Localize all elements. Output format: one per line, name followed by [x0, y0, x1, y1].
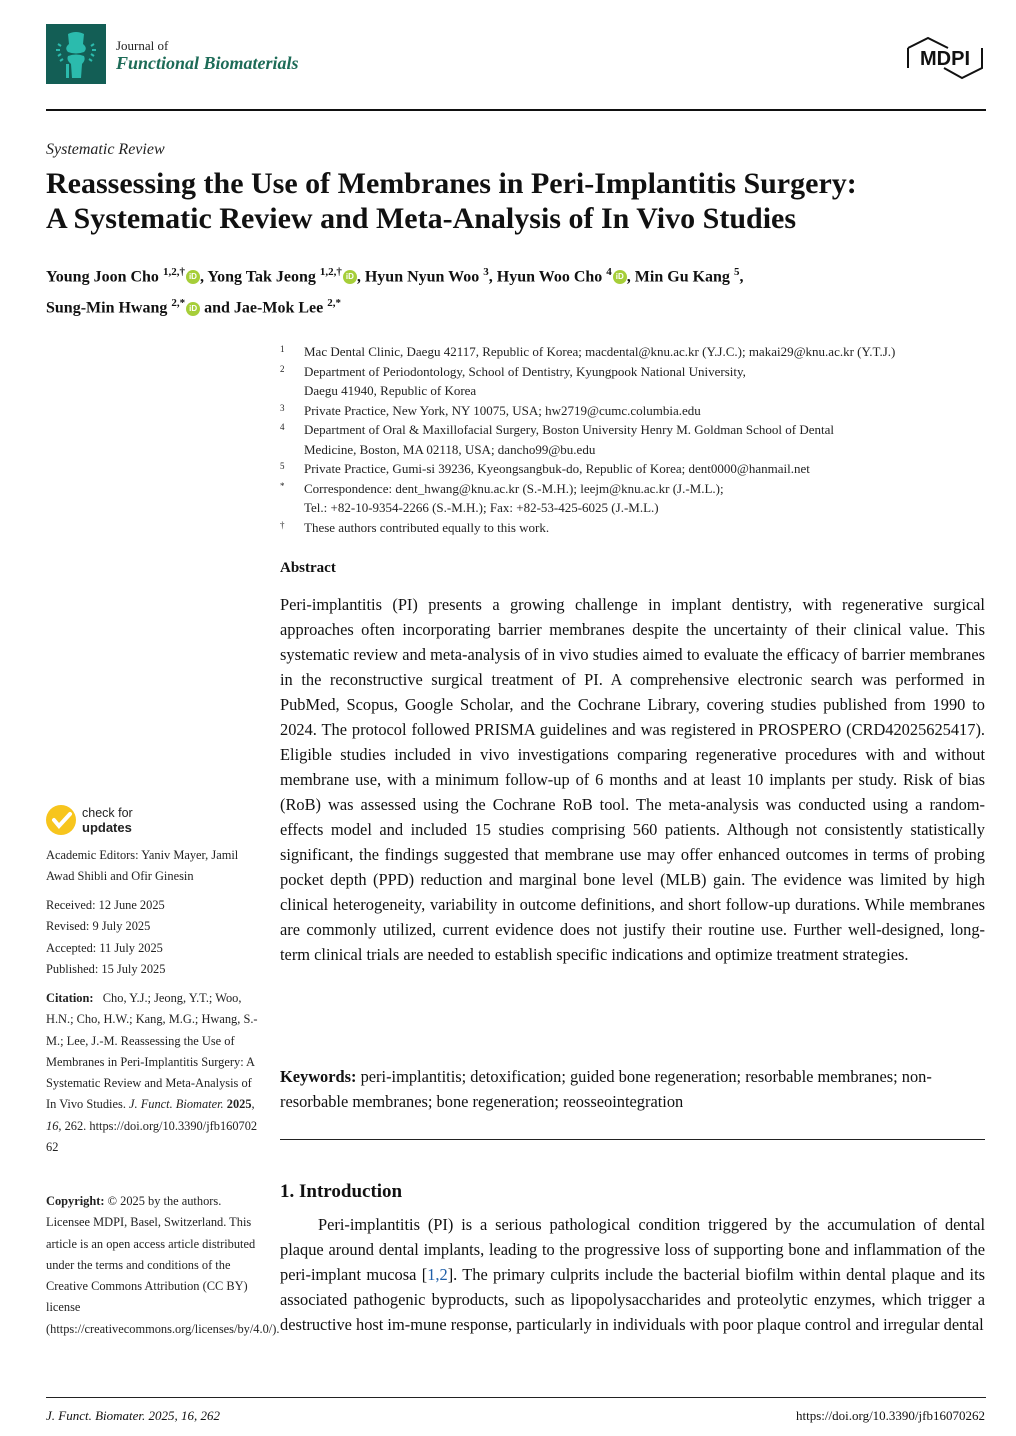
affiliation-item: [280, 342, 992, 362]
author-affiliation-marks: 2,*: [171, 297, 186, 310]
abstract-text: Peri-implantitis (PI) presents a growing challenge in implant dentistry, with regenerative surgical approaches often incorporating barrier membranes despite the uncertainty of their clinical value. This systematic review and meta-analysis of in vivo studies aimed to evaluate the efficacy of barrier membranes in the reconstructive surgical treatment of PI. A comprehensive electronic search was performed in PubMed, Scopus, Google Scholar, and the Cochrane Library, covering studies published from 1990 to 2024. The protocol followed PRISMA guidelines and was registered in PROSPERO (CRD42025625417). Eligible studies included in vivo investigations comparing regenerative procedures with and without membrane use, with a minimum follow-up of 6 months and at least 10 implants per study. Risk of bias (RoB) was assessed using the Cochrane RoB tool. The meta-analysis was conducted using a random-effects model and included 15 studies comprising 560 patients. Although not consistently statistically significant, the findings suggested that membrane use may offer enhanced outcomes in terms of probing pocket depth (PPD) reduction and marginal bone level (MLB) gain. The evidence was limited by high clinical heterogeneity, variability in outcome definitions, and short follow-up durations. While membranes are commonly utilized, current evidence does not justify their routine use. Further well-designed, long-term clinical trials are needed to establish specific indications and optimize treatment strategies.: [280, 595, 985, 964]
keywords: [280, 1064, 985, 1114]
accepted-date: Accepted: 11 July 2025: [46, 941, 163, 955]
check-icon: [46, 805, 76, 835]
title-line-2: A Systematic Review and Meta-Analysis of In Vivo Studies: [46, 202, 797, 235]
introduction-text: Peri-implantitis (PI) is a serious pathological condition triggered by the accumulation of dental plaque around dental implants, leading to the progressive loss of supporting bone and inflammation of the peri-implant mucosa [1,2]. The primary culprits include the bacterial biofilm within dental plaque and its associated pathogenic byproducts, such as lipopolysaccharides and proteolytic enzymes, which trigger a destructive host im-mune response, particularly in individuals with poor plaque control and irregular dental: [280, 1215, 985, 1334]
mdpi-logo: [904, 34, 986, 82]
affiliation-line: Department of Periodontology, School of Dentistry, Kyungpook National University,: [304, 363, 746, 379]
author-name: Min Gu Kang: [634, 268, 734, 286]
journal-prefix: Journal of: [116, 38, 169, 53]
author-name: Sung-Min Hwang: [46, 299, 172, 317]
orcid-icon[interactable]: iD: [186, 270, 200, 284]
author-affiliation-marks: 1,2,†: [319, 266, 342, 278]
affiliation-item: [280, 420, 992, 459]
affiliation-item: [280, 401, 992, 421]
affiliation-mark: 2: [280, 363, 285, 374]
academic-editors: Academic Editors: Yaniv Mayer, Jamil Awad Shibli and Ofir Ginesin: [46, 848, 239, 884]
orcid-icon[interactable]: iD: [186, 302, 200, 316]
orcid-icon[interactable]: iD: [613, 270, 627, 284]
affiliation-line: Correspondence: dent_hwang@knu.ac.kr (S.-M.H.); leejm@knu.ac.kr (J.-M.L.);: [304, 480, 724, 496]
svg-text:MDPI: MDPI: [920, 48, 970, 70]
footer-doi-link[interactable]: https://doi.org/10.3390/jfb16070262: [796, 1408, 985, 1423]
affiliation-line: Department of Oral & Maxillofacial Surgery, Boston University Henry M. Goldman School of Dental: [304, 422, 835, 437]
article-type: Systematic Review: [46, 141, 165, 158]
affiliations: [280, 342, 992, 537]
affiliation-mark: *: [280, 480, 285, 491]
published-date: Published: 15 July 2025: [46, 962, 166, 976]
affiliation-item: [280, 479, 992, 518]
received-date: Received: 12 June 2025: [46, 898, 165, 912]
affiliation-mark: †: [280, 519, 285, 530]
affiliation-line: Tel.: +82-10-9354-2266 (S.-M.H.); Fax: +82-53-425-6025 (J.-M.L.): [304, 500, 659, 515]
author-affiliation-marks: 2,*: [327, 297, 341, 310]
footer-journal-ref: J. Funct. Biomater. 2025, 16, 262: [46, 1408, 221, 1423]
revised-date: Revised: 9 July 2025: [46, 919, 151, 933]
section-divider: [280, 1139, 985, 1140]
header-divider: [46, 109, 986, 111]
check-for-updates-button[interactable]: check for updates: [46, 803, 166, 837]
introduction-heading: 1. Introduction: [280, 1181, 403, 1202]
title-line-1: Reassessing the Use of Membranes in Peri-Implantitis Surgery:: [46, 167, 857, 200]
affiliation-line: Private Practice, New York, NY 10075, USA; hw2719@cumc.columbia.edu: [304, 402, 701, 418]
citation-doi-link[interactable]: https://doi.org/10.3390/jfb16070262: [46, 1118, 258, 1155]
article-title: [46, 166, 996, 236]
author-name: Hyun Nyun Woo: [364, 268, 484, 286]
affiliation-mark: 3: [280, 402, 285, 413]
affiliation-mark: 5: [280, 461, 285, 471]
author-name: Young Joon Cho: [46, 268, 163, 286]
orcid-icon[interactable]: iD: [343, 270, 357, 284]
author-affiliation-marks: 3: [483, 266, 489, 278]
affiliation-line: Daegu 41940, Republic of Korea: [304, 383, 477, 398]
author-list: Young Joon Cho $^{1,2,\dagger}$ iD , Yong Tak Jeong $^{1,2,\dagger}$ iD , Hyun Nyun Woo $^3$, Hyun Woo Cho $^4$ iD , Min Gu Kang $^5$, Sung-Min Hwang $^{2,*}$ iD and Jae-Mok Lee $^{2,*}$: [46, 266, 744, 317]
author-name: Jae-Mok Lee: [233, 299, 328, 317]
knee-joint-icon: [46, 24, 106, 84]
journal-name: Functional Biomaterials: [116, 53, 299, 73]
citation-block: Citation: Cho, Y.J.; Jeong, Y.T.; Woo, H.N.; Cho, H.W.; Kang, M.G.; Hwang, S.-M.; Lee, J.-M. Reassessing the Use of Membranes in Peri-Implantitis Surgery: A Systematic Review and Meta-Analysis of In Vivo Studies. J. Funct. Biomater. 2025, 16, 262. https://doi.org/10.3390/jfb16070262: [46, 991, 258, 1155]
affiliation-item: [280, 518, 992, 538]
affiliation-line: Private Practice, Gumi-si 39236, Kyeongsangbuk-do, Republic of Korea; dent0000@hanmail.net: [304, 461, 810, 476]
author-name: Yong Tak Jeong: [207, 268, 320, 286]
author-affiliation-marks: 5: [733, 266, 740, 278]
footer-divider: [46, 1397, 986, 1398]
author-name: Hyun Woo Cho: [496, 268, 607, 286]
keywords-label: Keywords:: [280, 1067, 357, 1086]
copyright-block: Copyright: © 2025 by the authors. Licensee MDPI, Basel, Switzerland. This article is an open access article distributed under the terms and conditions of the Creative Commons Attribution (CC BY) license (https://creativecommons.org/licenses/by/4.0/).: [46, 1194, 280, 1336]
author-affiliation-marks: 1,2,†: [162, 266, 185, 278]
affiliation-item: [280, 362, 992, 401]
affiliation-line: Mac Dental Clinic, Daegu 42117, Republic of Korea; macdental@knu.ac.kr (Y.J.C.); makai29@knu.ac.kr (Y.T.J.): [304, 344, 896, 359]
affiliation-line: Medicine, Boston, MA 02118, USA; dancho99@bu.edu: [304, 441, 596, 457]
affiliation-item: [280, 459, 992, 479]
journal-logo: [46, 24, 106, 84]
keywords-list: peri-implantitis; detoxification; guided bone regeneration; resorbable membranes; non-resorbable membranes; bone regeneration; reosseointegration: [280, 1067, 932, 1111]
affiliation-mark: 1: [280, 344, 285, 354]
abstract-heading: Abstract: [280, 560, 336, 576]
affiliation-line: These authors contributed equally to this work.: [304, 519, 550, 535]
affiliation-mark: 4: [280, 422, 285, 432]
author-affiliation-marks: 4: [606, 266, 612, 278]
citation-link[interactable]: 1,2: [427, 1265, 448, 1284]
